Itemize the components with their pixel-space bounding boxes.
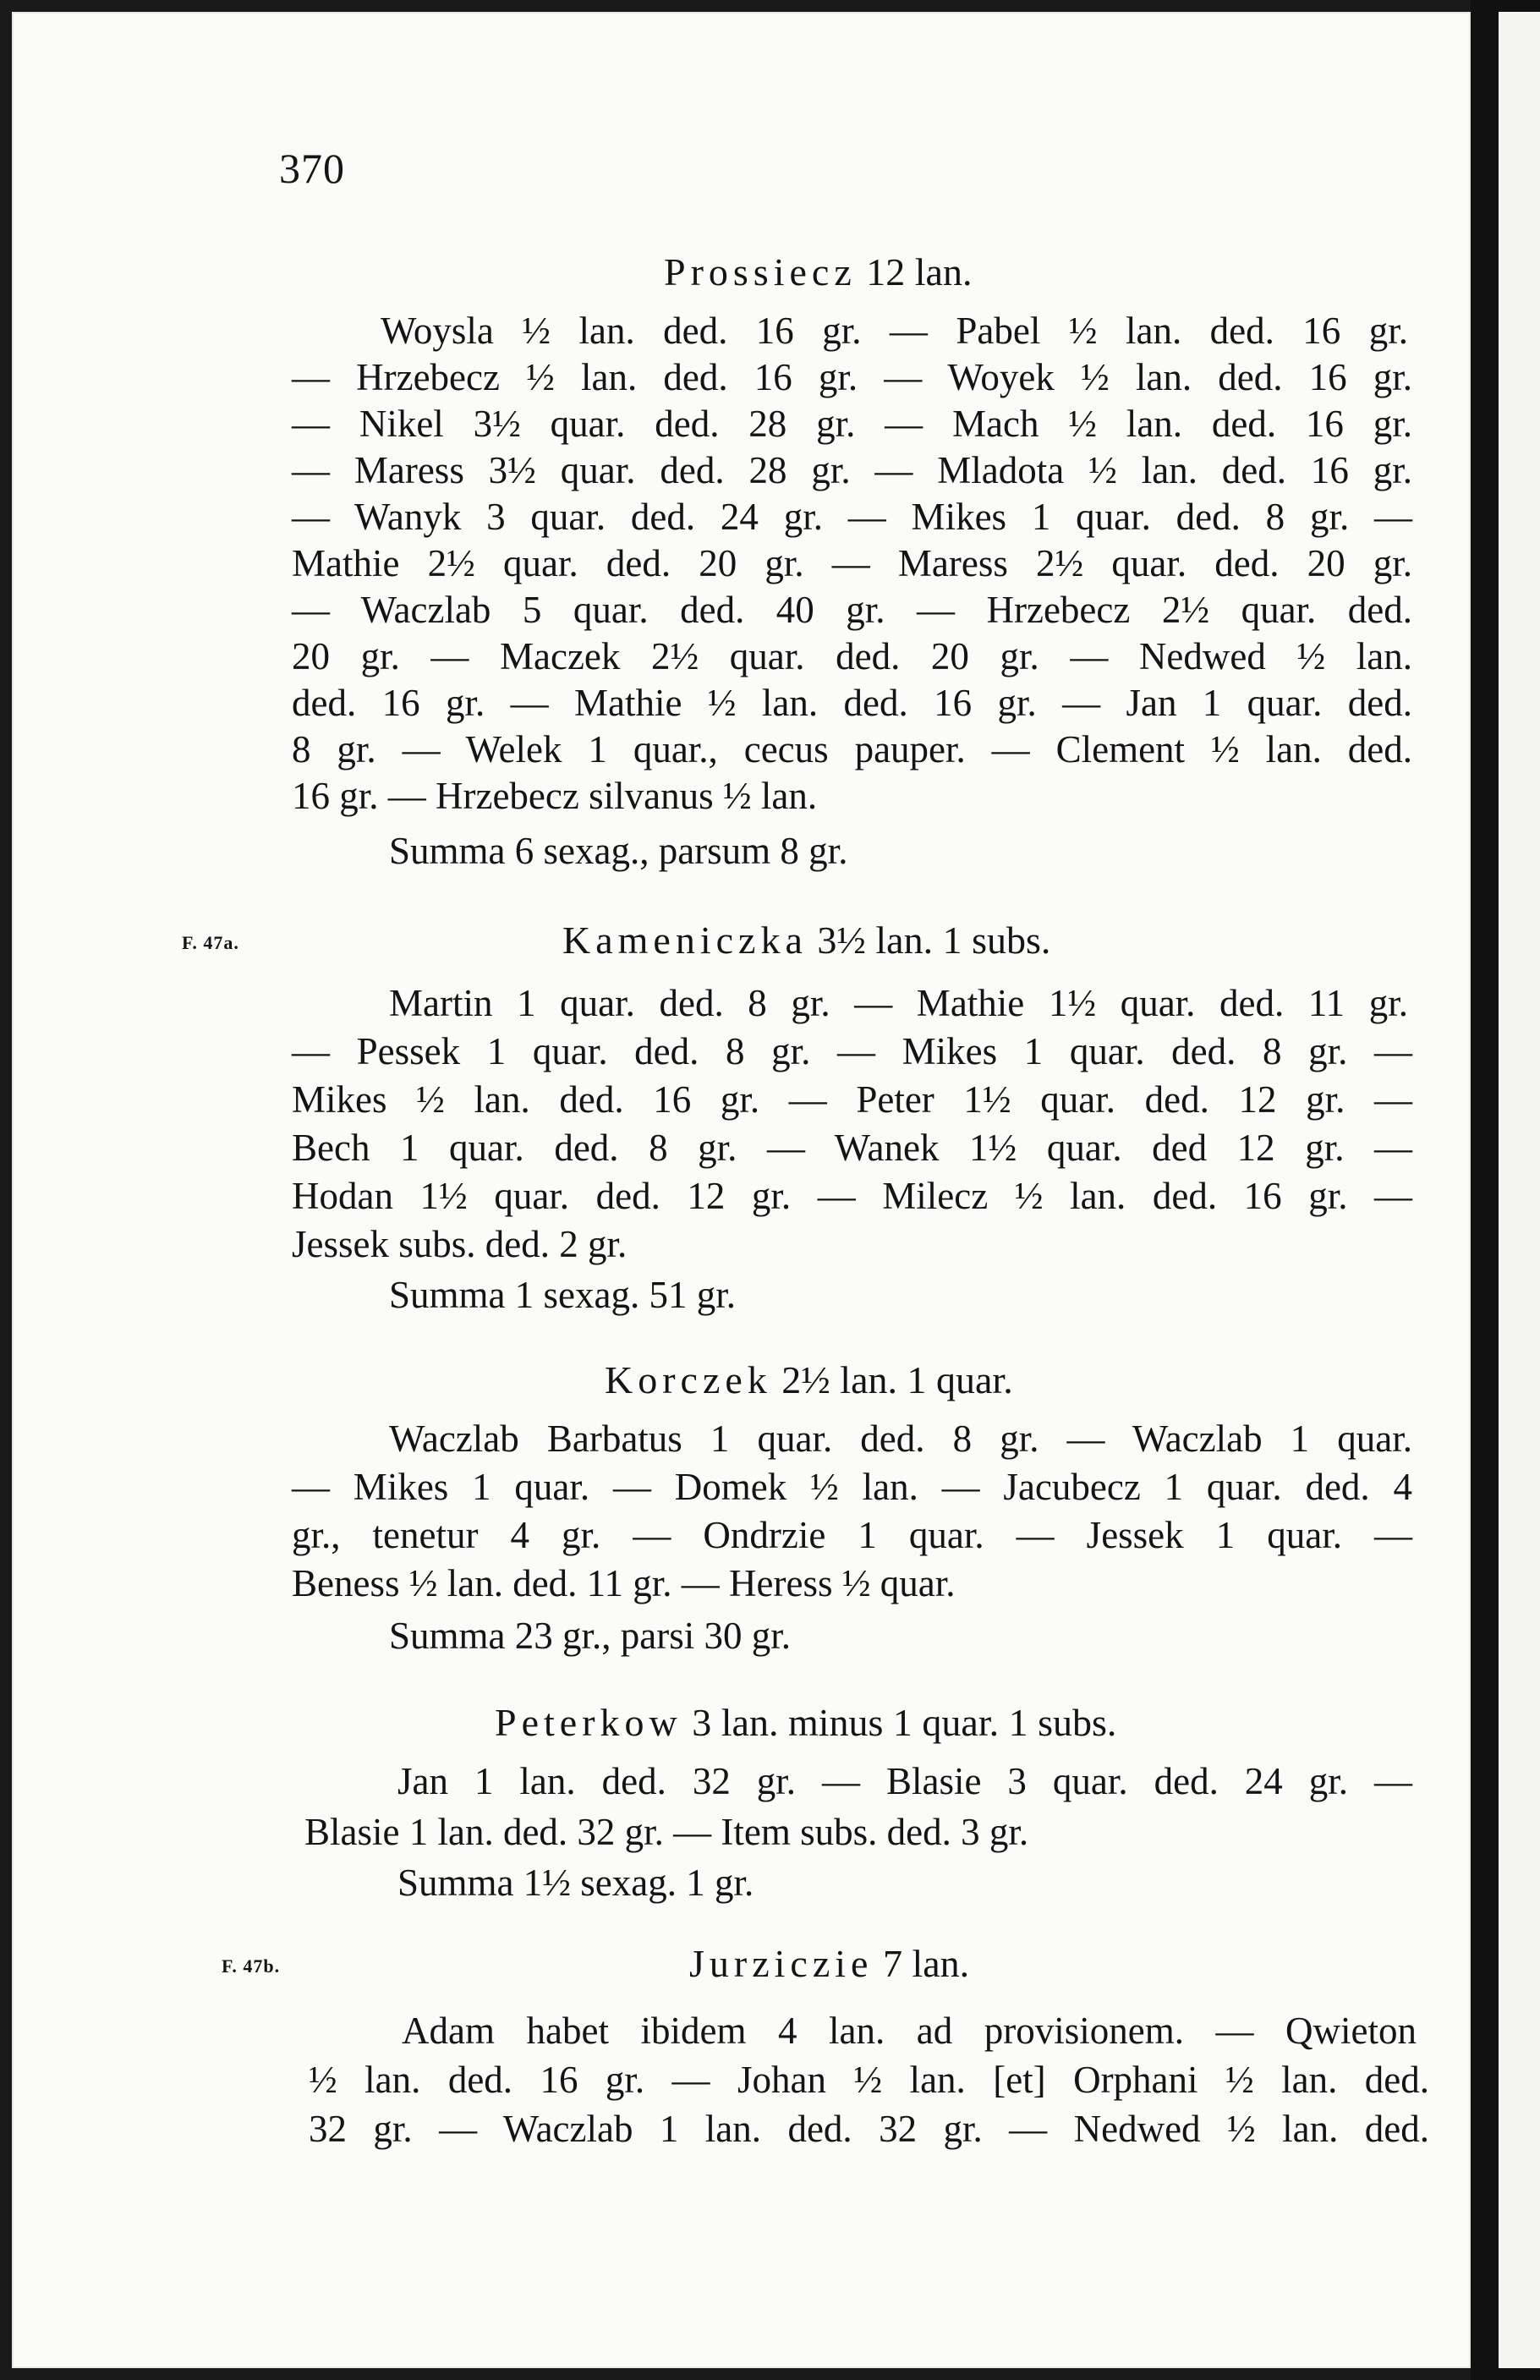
heading-name: Kameniczka xyxy=(562,919,808,962)
text-line: Mikes ½ lan. ded. 16 gr. — Peter 1½ quar. ded. 12 gr. — xyxy=(292,1078,1412,1121)
heading-name: Jurziczie xyxy=(689,1942,874,1985)
text-line: 32 gr. — Waczlab 1 lan. ded. 32 gr. — Nedwed ½ lan. ded. xyxy=(309,2108,1429,2150)
text-line: 20 gr. — Maczek 2½ quar. ded. 20 gr. — Nedwed ½ lan. xyxy=(292,635,1412,677)
text-line: Hodan 1½ quar. ded. 12 gr. — Milecz ½ lan. ded. 16 gr. — xyxy=(292,1175,1412,1217)
text-line: — Hrzebecz ½ lan. ded. 16 gr. — Woyek ½ lan. ded. 16 gr. xyxy=(292,356,1412,398)
heading-name: Prossiecz xyxy=(664,250,857,293)
summa-line: Summa 1½ sexag. 1 gr. xyxy=(397,1862,754,1904)
text-line: — Nikel 3½ quar. ded. 28 gr. — Mach ½ lan. ded. 16 gr. xyxy=(292,403,1412,445)
text-line: — Maress 3½ quar. ded. 28 gr. — Mladota ½ lan. ded. 16 gr. xyxy=(292,449,1412,491)
text-line: Woysla ½ lan. ded. 16 gr. — Pabel ½ lan. ded. 16 gr. xyxy=(381,310,1408,352)
heading-name: Peterkow xyxy=(495,1701,682,1744)
section-heading xyxy=(495,1700,1116,1745)
folio-note: F. 47a. xyxy=(182,932,239,953)
summa-line: Summa 1 sexag. 51 gr. xyxy=(389,1274,736,1316)
section-heading xyxy=(664,250,972,294)
text-line: — Waczlab 5 quar. ded. 40 gr. — Hrzebecz 2½ quar. ded. xyxy=(292,589,1412,631)
next-page-edge xyxy=(1499,12,1540,2368)
text-line: Mathie 2½ quar. ded. 20 gr. — Maress 2½ quar. ded. 20 gr. xyxy=(292,542,1412,584)
section-heading xyxy=(562,918,1050,962)
text-line: ded. 16 gr. — Mathie ½ lan. ded. 16 gr. — Jan 1 quar. ded. xyxy=(292,682,1412,724)
text-line: Martin 1 quar. ded. 8 gr. — Mathie 1½ quar. ded. 11 gr. xyxy=(389,982,1408,1024)
page-number: 370 xyxy=(279,145,345,192)
heading-name: Korczek xyxy=(605,1358,772,1401)
text-line: — Wanyk 3 quar. ded. 24 gr. — Mikes 1 quar. ded. 8 gr. — xyxy=(292,496,1412,538)
text-line: — Pessek 1 quar. ded. 8 gr. — Mikes 1 quar. ded. 8 gr. — xyxy=(292,1030,1412,1072)
text-line: 8 gr. — Welek 1 quar., cecus pauper. — Clement ½ lan. ded. xyxy=(292,728,1412,770)
text-line: Jessek subs. ded. 2 gr. xyxy=(292,1223,628,1265)
text-line: Blasie 1 lan. ded. 32 gr. — Item subs. ded. 3 gr. xyxy=(304,1811,1029,1853)
text-line: Jan 1 lan. ded. 32 gr. — Blasie 3 quar. ded. 24 gr. — xyxy=(397,1760,1412,1802)
text-line: Adam habet ibidem 4 lan. ad provisionem. — Qwieton xyxy=(402,2010,1417,2052)
text-line: ½ lan. ded. 16 gr. — Johan ½ lan. [et] Orphani ½ lan. ded. xyxy=(309,2059,1429,2101)
heading-rest: 3 lan. minus 1 quar. 1 subs. xyxy=(682,1701,1117,1744)
section-heading xyxy=(689,1941,969,1986)
heading-rest: 3½ lan. 1 subs. xyxy=(807,919,1051,962)
heading-rest: 12 lan. xyxy=(856,250,973,293)
section-heading xyxy=(605,1357,1013,1402)
text-line: gr., tenetur 4 gr. — Ondrzie 1 quar. — Jessek 1 quar. — xyxy=(292,1514,1412,1556)
summa-line: Summa 23 gr., parsi 30 gr. xyxy=(389,1615,791,1657)
folio-note: F. 47b. xyxy=(222,1955,281,1977)
text-line: Beness ½ lan. ded. 11 gr. — Heress ½ quar. xyxy=(292,1562,956,1604)
text-line: Bech 1 quar. ded. 8 gr. — Wanek 1½ quar. ded 12 gr. — xyxy=(292,1127,1412,1169)
text-line: 16 gr. — Hrzebecz silvanus ½ lan. xyxy=(292,775,818,817)
summa-line: Summa 6 sexag., parsum 8 gr. xyxy=(389,830,848,872)
heading-rest: 2½ lan. 1 quar. xyxy=(771,1358,1013,1401)
text-line: — Mikes 1 quar. — Domek ½ lan. — Jacubecz 1 quar. ded. 4 xyxy=(292,1466,1412,1508)
text-line: Waczlab Barbatus 1 quar. ded. 8 gr. — Waczlab 1 quar. xyxy=(389,1418,1412,1460)
heading-rest: 7 lan. xyxy=(873,1942,970,1985)
